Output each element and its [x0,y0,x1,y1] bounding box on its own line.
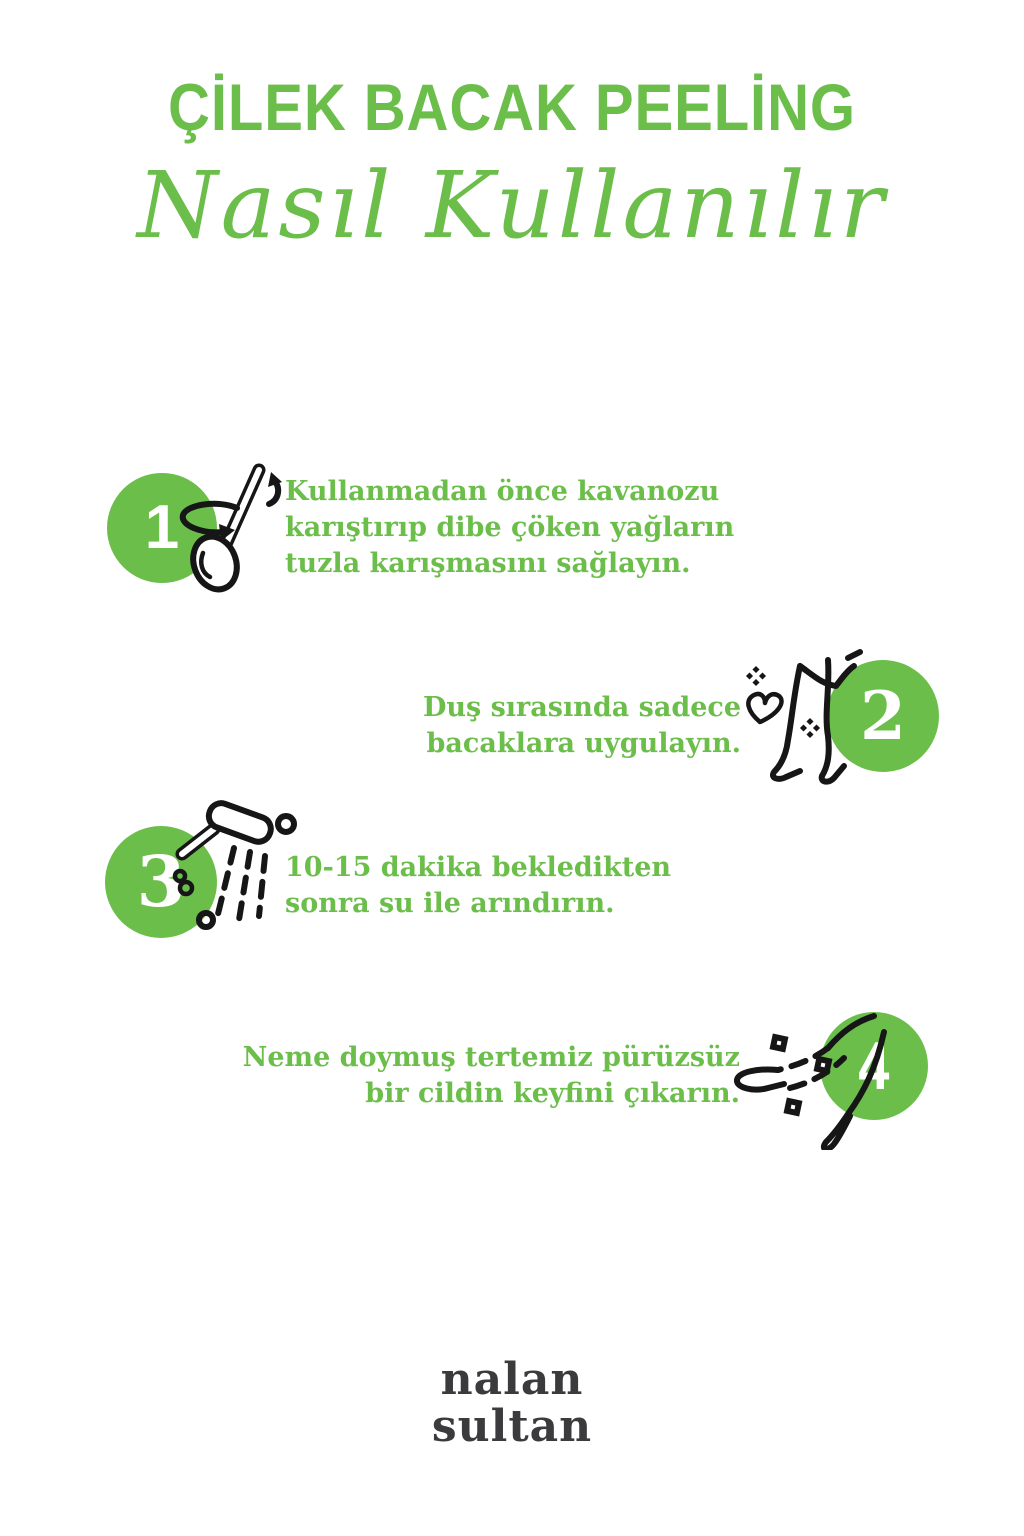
legs-heart-icon [742,648,864,786]
shower-head-icon [170,796,302,944]
step-1-number: 1 [144,493,180,562]
brand-line-2: sultan [431,1401,593,1452]
step-3-number: 3 [136,840,186,923]
step-1-line-1: Kullanmadan önce kavanozu [285,476,720,507]
sparkle-dots [746,666,766,686]
step-2-line-1: Duş sırasında sadece [422,692,741,723]
step-4-line-1: Neme doymuş tertemiz pürüzsüz [242,1042,740,1073]
legs-relax-icon [722,1008,900,1150]
step-3-text [285,850,671,922]
page-title: ÇİLEK BACAK PEELİNG [168,70,856,144]
step-1-text [285,474,734,582]
brand-line-1: nalan [440,1354,584,1405]
step-2-text [423,690,741,762]
step-4-line-2: bir cildin keyfini çıkarın. [365,1078,740,1109]
spoon-stir-icon [175,458,287,596]
step-1-line-2: karıştırıp dibe çöken yağların [285,512,735,543]
step-3-line-2: sonra su ile arındırın. [285,888,615,919]
step-4-text [243,1040,740,1112]
sparkle-dots [800,718,820,738]
page-subtitle: Nasıl Kullanılır [137,152,887,259]
step-2-line-2: bacaklara uygulayın. [426,728,741,759]
step-2-number: 2 [860,677,906,755]
step-4-number: 4 [858,1028,890,1104]
step-1-line-3: tuzla karışmasını sağlayın. [285,548,691,579]
step-3-line-1: 10-15 dakika bekledikten [285,852,672,883]
brand-logo [0,1356,1024,1450]
